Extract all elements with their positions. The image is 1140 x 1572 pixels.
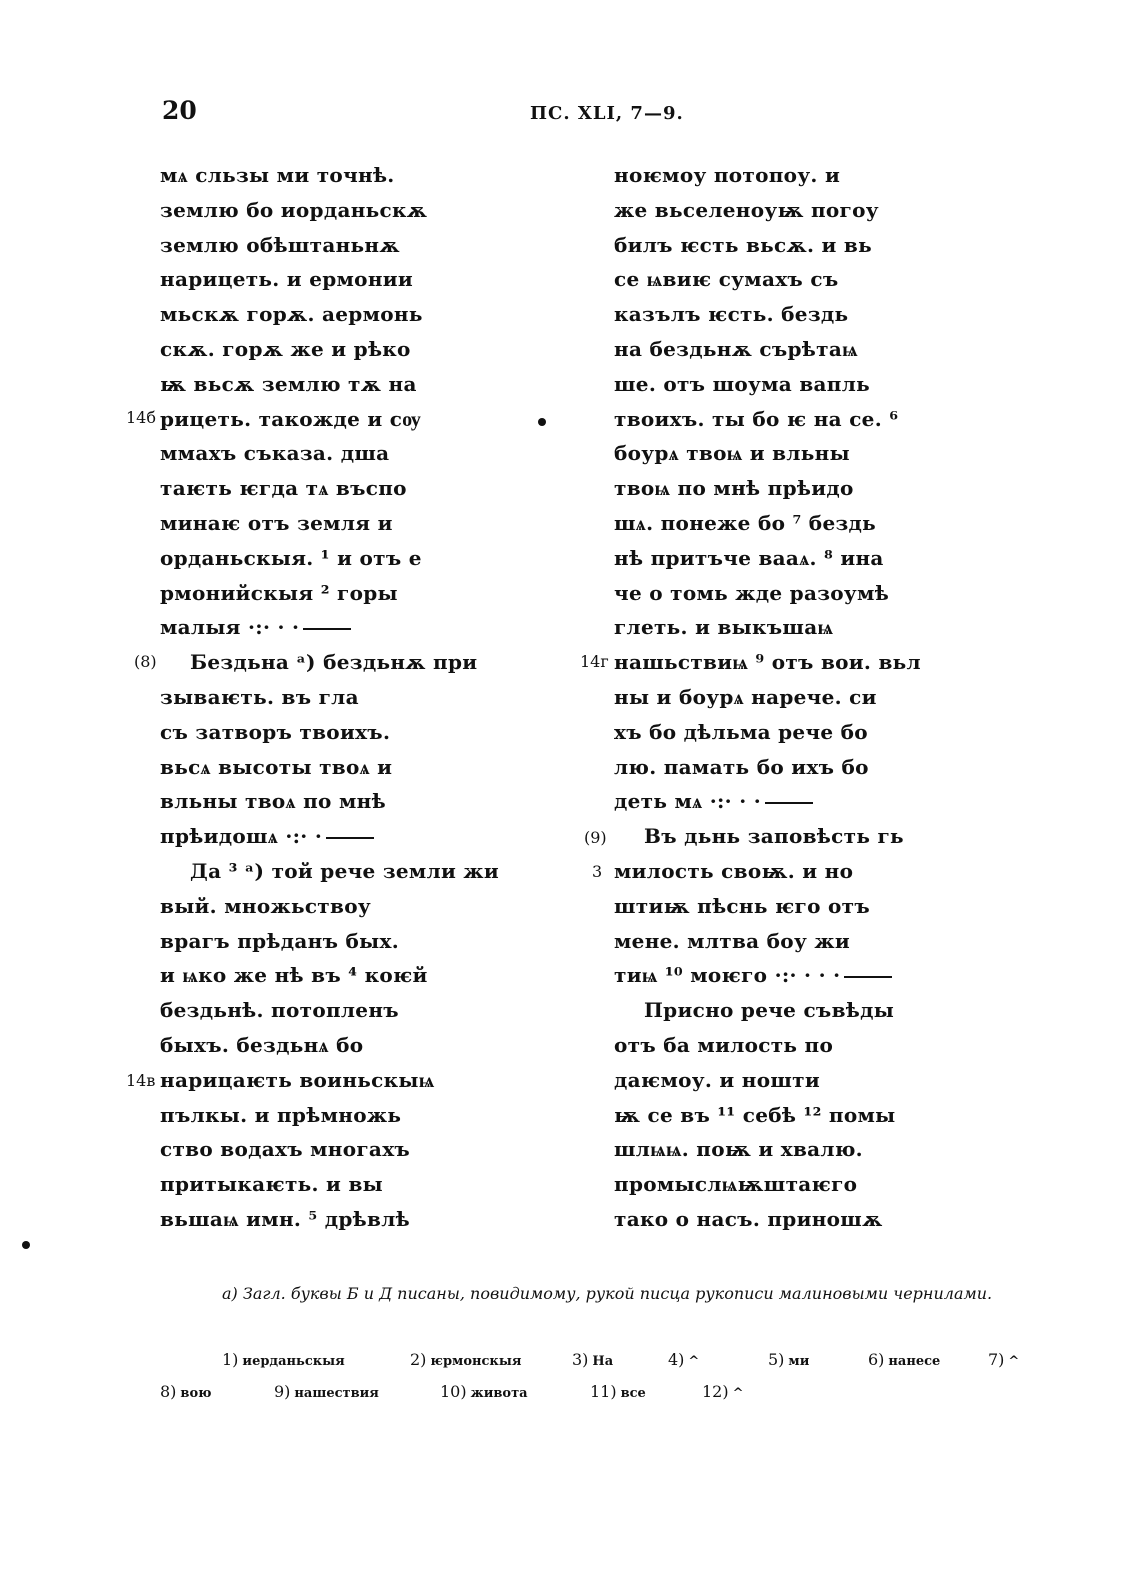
text-line: же вьселеноуѭ погоу [614, 197, 879, 222]
text-line: рицеть. такожде и сѹ [160, 406, 421, 431]
text-line: лю. памать бо ихъ бо [614, 754, 869, 779]
variant-reading [274, 1382, 379, 1401]
page-number: 20 [162, 96, 197, 125]
variant-number: 8) [160, 1382, 177, 1401]
text-line: скѫ. горѫ же и рѣко [160, 336, 411, 361]
text-line: рмонийскыя ² горы [160, 580, 398, 605]
margin-note-8: (8) [134, 652, 157, 671]
text-line: ѭ се въ ¹¹ себѣ ¹² помы [614, 1102, 896, 1127]
text-line: че о томь жде разоумѣ [614, 580, 890, 605]
text-line: вый. множьствоу [160, 893, 371, 918]
end-flourish [765, 802, 813, 804]
text-line: малыя ·:· · · [160, 610, 499, 645]
variant-text: иерданьскыя [242, 1354, 345, 1369]
end-flourish [326, 837, 374, 839]
right-text-column [614, 158, 921, 1237]
text-line: съ затворъ твоихъ. [160, 719, 391, 744]
margin-note-9: (9) [584, 828, 607, 847]
running-head: ПС. XLI, 7—9. [530, 103, 684, 124]
variant-number: 5) [768, 1350, 785, 1369]
variant-number: 10) [440, 1382, 467, 1401]
end-flourish [303, 628, 351, 630]
ink-dot [538, 418, 546, 426]
text-line: милость своѭ. и но [614, 858, 854, 883]
text-line: вьсѧ высоты твоѧ и [160, 754, 393, 779]
variant-text: ми [788, 1354, 810, 1369]
variant-reading [222, 1350, 345, 1369]
variant-number: 2) [410, 1350, 427, 1369]
variant-text: вою [180, 1386, 212, 1401]
text-line: Въ дьнь заповѣсть гь [644, 824, 904, 849]
text-line: мѧ сльзы ми точнѣ. [160, 163, 395, 187]
text-line: шѧ. понеже бо ⁷ бездь [614, 510, 877, 535]
variant-reading [160, 1382, 211, 1401]
variant-number: 11) [590, 1382, 617, 1401]
text-line: ммахъ съказа. дша [160, 441, 390, 466]
text-line: пълкы. и прѣмножь [160, 1102, 402, 1127]
text-line: твоихъ. ты бо ѥ на се. ⁶ [614, 406, 899, 431]
text-line: мьскѫ горѫ. аермонь [160, 302, 423, 327]
text-line: деть мѧ ·:· · · [614, 784, 921, 819]
variant-text: нашествия [294, 1386, 379, 1401]
text-line: землю обѣштаньнѫ [160, 232, 400, 257]
variant-text: живота [470, 1386, 528, 1401]
variant-reading [702, 1382, 744, 1401]
variant-text: ^ [732, 1386, 744, 1401]
margin-note-3: 3 [592, 862, 603, 881]
text-line: казълъ ѥсть. бездь [614, 302, 849, 327]
variant-number: 6) [868, 1350, 885, 1369]
text-line: боурѧ твоѩ и вльны [614, 441, 850, 466]
text-line: зываѥть. въ гла [160, 684, 359, 709]
text-line: шлѩѩ. поѭ и хвалю. [614, 1137, 863, 1162]
variant-reading [572, 1350, 613, 1369]
text-line: ны и боурѧ нарече. си [614, 684, 877, 709]
text-line: нарицеть. и ермонии [160, 267, 414, 292]
text-line: притыкаѥть. и вы [160, 1172, 384, 1197]
text-line: землю бо иорданьскѫ [160, 197, 428, 222]
margin-note-14b: 14б [126, 408, 156, 427]
ink-dot [22, 1241, 30, 1249]
text-line: се ѩвиѥ сумахъ съ [614, 267, 839, 292]
text-line: Да ³ ᵃ) той рече земли жи [190, 858, 500, 883]
variant-reading [440, 1382, 528, 1401]
end-flourish [844, 976, 892, 978]
variant-text: ^ [1008, 1354, 1020, 1369]
text-line: твоѩ по мнѣ прѣидо [614, 476, 854, 501]
text-line: тиѩ ¹⁰ моѥго ·:· · · · [614, 958, 921, 993]
variant-text: На [592, 1354, 614, 1369]
text-line: минаѥ отъ земля и [160, 510, 393, 535]
text-line: и ѩко же нѣ въ ⁴ коѥй [160, 963, 428, 988]
variant-reading [768, 1350, 809, 1369]
text-line: отъ ба милость по [614, 1032, 834, 1057]
margin-note-14v: 14в [126, 1071, 156, 1090]
text-line: таѥть ѥгда тѧ въспо [160, 476, 407, 501]
text-line: глеть. и выкъшаѩ [614, 615, 834, 640]
text-line: ство водахъ многахъ [160, 1137, 411, 1162]
text-line: хъ бо дѣльма рече бо [614, 719, 868, 744]
variant-text: все [620, 1386, 646, 1401]
variant-reading [868, 1350, 940, 1369]
text-line: быхъ. бездьнѧ бо [160, 1032, 364, 1057]
text-line: Присно рече съвѣды [644, 998, 895, 1023]
variant-number: 7) [988, 1350, 1005, 1369]
text-line: врагъ прѣданъ бых. [160, 928, 399, 953]
variant-reading [590, 1382, 646, 1401]
variant-number: 4) [668, 1350, 685, 1369]
text-line: орданьскыя. ¹ и отъ е [160, 545, 422, 570]
text-line: на бездьнѫ сърѣтаѩ [614, 336, 858, 361]
variant-number: 1) [222, 1350, 239, 1369]
text-line: промыслѩѭштаѥго [614, 1172, 858, 1197]
text-line: ше. отъ шоума вапль [614, 371, 870, 396]
variant-text: нанесе [888, 1354, 941, 1369]
variant-text: ѥрмонскыя [430, 1354, 522, 1369]
variant-text: ^ [688, 1354, 700, 1369]
variant-number: 12) [702, 1382, 729, 1401]
variant-number: 3) [572, 1350, 589, 1369]
text-line: штиѭ пѣснь ѥго отъ [614, 893, 870, 918]
text-line: вльны твоѧ по мнѣ [160, 789, 386, 814]
variant-reading [988, 1350, 1019, 1369]
left-text-column [160, 158, 499, 1237]
text-line: нѣ притъче вааѧ. ⁸ ина [614, 545, 884, 570]
variant-number: 9) [274, 1382, 291, 1401]
variant-reading [668, 1350, 699, 1369]
text-line: ноѥмоу потопоу. и [614, 163, 841, 187]
text-line: мене. млтва боу жи [614, 928, 850, 953]
text-line: даѥмоу. и ношти [614, 1067, 820, 1092]
text-line: нарицаѥть воиньскыѩ [160, 1067, 435, 1092]
text-line: тако о насъ. приношѫ [614, 1206, 883, 1231]
variant-reading [410, 1350, 521, 1369]
footnote-a: а) Загл. буквы Б и Д писаны, повидимому, рукой писца рукописи малиновыми чернилами. [222, 1284, 993, 1303]
text-line: вьшаѩ имн. ⁵ дрѣвлѣ [160, 1206, 410, 1231]
text-line: ѭ вьсѫ землю тѫ на [160, 371, 417, 396]
text-line: бездьнѣ. потопленъ [160, 998, 399, 1023]
text-line: прѣидошѧ ·:· · [160, 819, 499, 854]
margin-note-14g: 14г [580, 652, 609, 671]
text-line: Бездьна ᵃ) бездьнѫ при [190, 650, 478, 675]
text-line: нашьствиѩ ⁹ отъ вои. вьл [614, 650, 921, 675]
text-line: билъ ѥсть вьсѫ. и вь [614, 232, 872, 257]
